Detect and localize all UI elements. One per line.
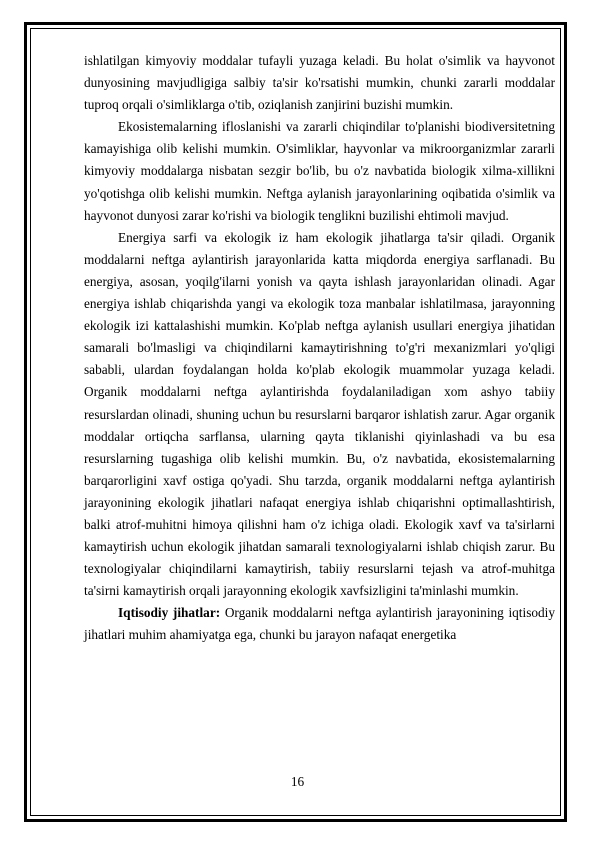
page-number: 16 xyxy=(290,774,305,789)
paragraph-ecosystem-pollution xyxy=(84,116,555,226)
paragraph-text: Ekosistemalarning ifloslanishi va zararli chiqindilar to'planishi biodiversitetning kamayishiga olib kelishi mumkin. O'simliklar, hayvonlar va mikroorganizmlar zararli kimyoviy moddalarga nisbatan sezgir bo'lib, bu o'z navbatida biologik xilma-xillikni yo'qotishga olib kelishi mumkin. Neftga aylanish jarayonlarining oqibatida o'simlik va hayvonot dunyosi zarar ko'rishi va biologik tenglikni buzilishi ehtimoli mavjud. xyxy=(84,119,555,223)
paragraph-economic-aspects xyxy=(84,602,555,646)
paragraph-text: Energiya sarfi va ekologik iz ham ekologik jihatlarga ta'sir qiladi. Organik moddalarni neftga aylantirish jarayonlarida katta miqdorda energiya sarflanadi. Bu energiya, asosan, yoqilg'ilarni yonish va qayta ishlash jarayonlaridan olinadi. Agar energiya ishlab chiqarishda yangi va ekologik toza manbalar ishlatilmasa, jarayonning ekologik izi kattalashishi mumkin. Ko'plab neftga aylanish usullari energiya jihatidan samarali bo'lmasligi va chiqindilarni kamaytirishning to'g'ri mexanizmlari yo'qligi sababli, ulardan foydalangan holda ko'plab ekologik muammolar yuzaga keladi. Organik moddalarni neftga aylantirishda foydalaniladigan xom ashyo tabiiy resurslardan olinadi, shuning uchun bu resurslarni barqaror ishlatish zarur. Agar organik moddalar ortiqcha sarflansa, ularning qayta tiklanishi qiyinlashadi va bu esa resurslarning tugashiga olib kelishi mumkin. Bu, o'z navbatida, ekosistemalarning barqarorligini xavf ostiga qo'yadi. Shu tarzda, organik moddalarni neftga aylantirish jarayonining ekologik jihatlari nafaqat energiya ishlab chiqarishni optimallashtirish, balki atrof-muhitni himoya qilishni ham o'z ichiga oladi. Ekologik xavf va ta'sirlarni kamaytirish uchun ekologik jihatdan samarali texnologiyalarni ishlab chiqish zarur. Bu texnologiyalar chiqindilarni kamaytirish, tabiiy resurslarni tejash va atrof-muhitga ta'sirni kamaytirish orqali jarayonning ekologik xavfsizligini ta'minlashi mumkin. xyxy=(84,229,555,599)
paragraph-continuation xyxy=(84,50,555,116)
paragraph-text: Organik moddalarni neftga aylantirish jarayonining iqtisodiy jihatlari muhim ahamiyatga ega, chunki bu jarayon nafaqat energetika xyxy=(84,605,556,643)
paragraph-energy-footprint xyxy=(84,227,555,603)
section-heading: Iqtisodiy jihatlar: xyxy=(118,605,221,621)
page-body xyxy=(84,50,555,647)
paragraph-text: ishlatilgan kimyoviy moddalar tufayli yuzaga keladi. Bu holat o'simlik va hayvonot dunyosining mavjudligiga salbiy ta'sir ko'rsatishi mumkin, chunki zararli moddalar tuproq orqali o'simliklarga o'tib, oziqlanish zanjirini buzishi mumkin. xyxy=(84,53,555,113)
